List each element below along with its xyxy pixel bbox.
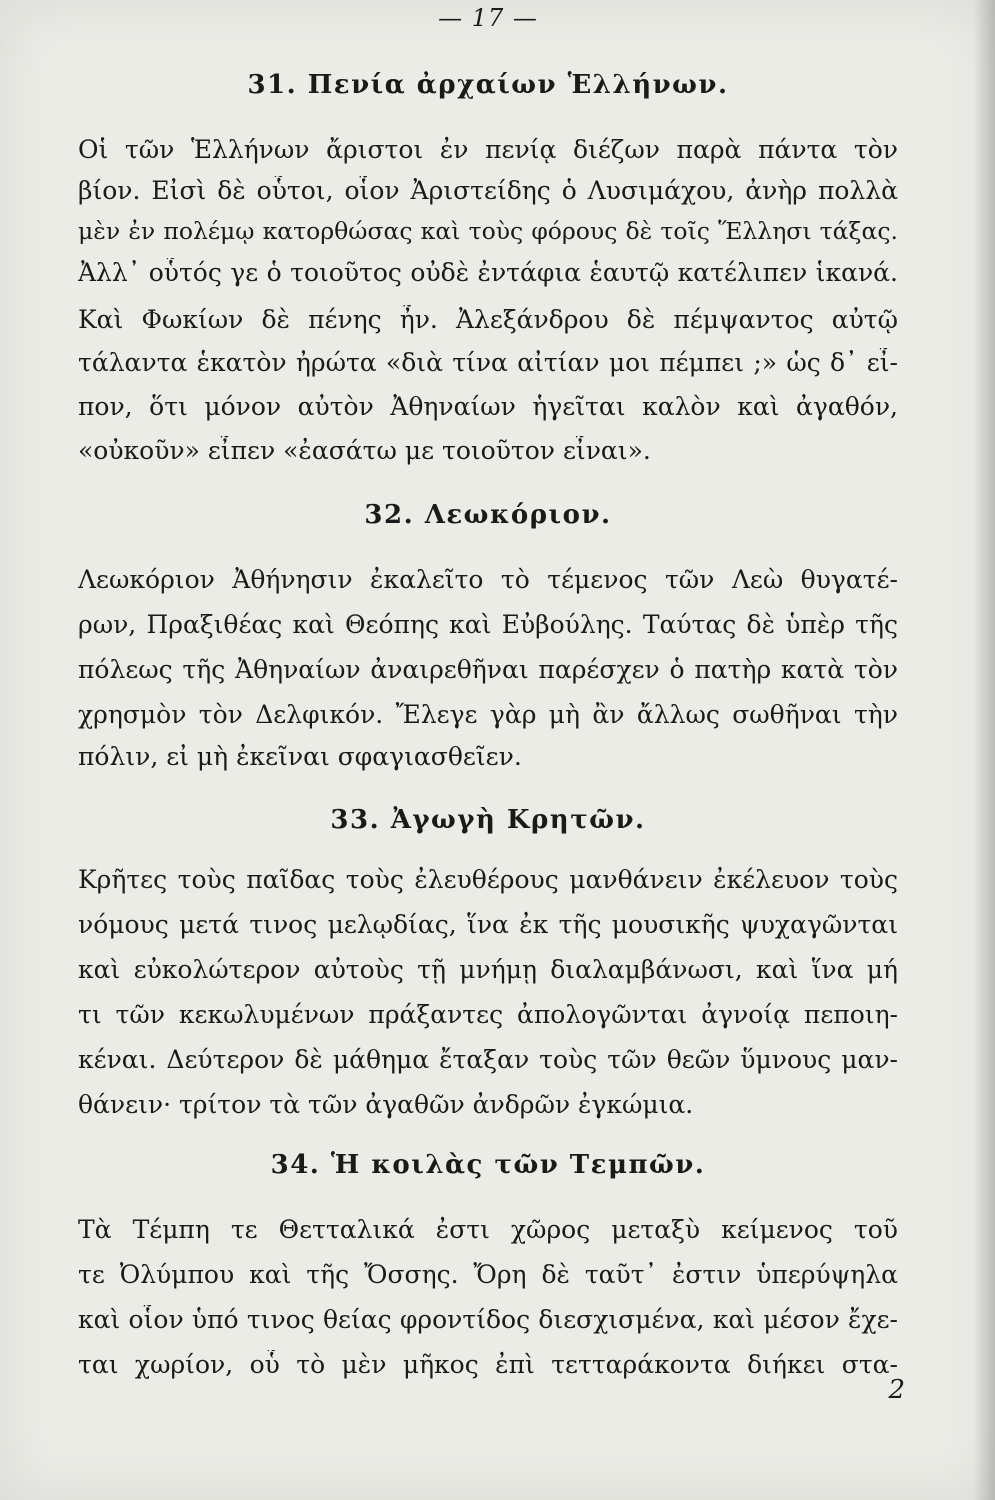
section-heading-34: 34. Ἡ κοιλὰς τῶν Τεμπῶν. [270, 1150, 706, 1180]
text-line: πον, ὅτι μόνον αὐτὸν Ἀθηναίων ἡγεῖται καλὸν καὶ ἀγαθόν, [78, 392, 898, 421]
text-line: βίον. Εἰσὶ δὲ οὗτοι, οἷον Ἀριστείδης ὁ Λυσιμάχου, ἀνὴρ πολλὰ [78, 176, 898, 205]
text-line: Κρῆτες τοὺς παῖδας τοὺς ἐλευθέρους μανθάνειν ἐκέλευον τοὺς [78, 865, 898, 894]
section-heading-32: 32. Λεωκόριον. [364, 500, 612, 530]
text-line: θάνειν· τρίτον τὰ τῶν ἀγαθῶν ἀνδρῶν ἐγκώμια. [78, 1090, 694, 1119]
section-heading-31: 31. Πενία ἀρχαίων Ἑλλήνων. [247, 70, 729, 100]
text-line: Λεωκόριον Ἀθήνησιν ἐκαλεῖτο τὸ τέμενος τῶν Λεὼ θυγατέ- [78, 565, 898, 594]
text-line: Ἀλλ᾽ οὗτός γε ὁ τοιοῦτος οὐδὲ ἐντάφια ἑαυτῷ κατέλιπεν ἱκανά. [78, 258, 898, 287]
text-line: νόμους μετά τινος μελῳδίας, ἵνα ἐκ τῆς μουσικῆς ψυχαγῶνται [78, 910, 898, 939]
text-line: καὶ οἷον ὑπό τινος θείας φροντίδος διεσχισμένα, καὶ μέσον ἔχε- [78, 1305, 898, 1334]
text-line: πόλεως τῆς Ἀθηναίων ἀναιρεθῆναι παρέσχεν ὁ πατὴρ κατὰ τὸν [78, 655, 898, 684]
text-line: τάλαντα ἑκατὸν ἠρώτα «διὰ τίνα αἰτίαν μοι πέμπει ;» ὡς δ᾽ εἶ- [78, 348, 898, 377]
text-line: ται χωρίον, οὗ τὸ μὲν μῆκος ἐπὶ τετταράκοντα διήκει στα- [78, 1350, 898, 1379]
text-line: Τὰ Τέμπη τε Θετταλικά ἐστι χῶρος μεταξὺ κείμενος τοῦ [78, 1215, 898, 1244]
signature-mark: 2 [888, 1375, 905, 1405]
text-line: κέναι. Δεύτερον δὲ μάθημα ἔταξαν τοὺς τῶν θεῶν ὕμνους μαν- [78, 1045, 898, 1074]
text-line: Καὶ Φωκίων δὲ πένης ἦν. Ἀλεξάνδρου δὲ πέμψαντος αὐτῷ [78, 305, 898, 334]
page-number: — 17 — [438, 4, 538, 32]
text-line: καὶ εὐκολώτερον αὐτοὺς τῇ μνήμῃ διαλαμβάνωσι, καὶ ἵνα μή [78, 955, 898, 984]
section-heading-33: 33. Ἀγωγὴ Κρητῶν. [330, 805, 646, 835]
text-line: τι τῶν κεκωλυμένων πράξαντες ἀπολογῶνται ἀγνοίᾳ πεποιη- [78, 1000, 898, 1029]
text-line: «οὐκοῦν» εἶπεν «ἐασάτω με τοιοῦτον εἶναι». [78, 436, 651, 465]
text-line: πόλιν, εἰ μὴ ἐκεῖναι σφαγιασθεῖεν. [78, 742, 522, 771]
page-edge-shadow [973, 0, 995, 1500]
text-line: ρων, Πραξιθέας καὶ Θεόπης καὶ Εὐβούλης. Ταύτας δὲ ὑπὲρ τῆς [78, 610, 898, 639]
text-line: Οἱ τῶν Ἑλλήνων ἄριστοι ἐν πενίᾳ διέζων παρὰ πάντα τὸν [78, 135, 898, 164]
text-line: μὲν ἐν πολέμῳ κατορθώσας καὶ τοὺς φόρους δὲ τοῖς Ἕλλησι τάξας. [78, 217, 898, 245]
text-line: χρησμὸν τὸν Δελφικόν. Ἔλεγε γὰρ μὴ ἂν ἄλλως σωθῆναι τὴν [78, 700, 898, 729]
text-line: τε Ὀλύμπου καὶ τῆς Ὄσσης. Ὄρη δὲ ταῦτ᾽ ἐστιν ὑπερύψηλα [78, 1260, 898, 1289]
